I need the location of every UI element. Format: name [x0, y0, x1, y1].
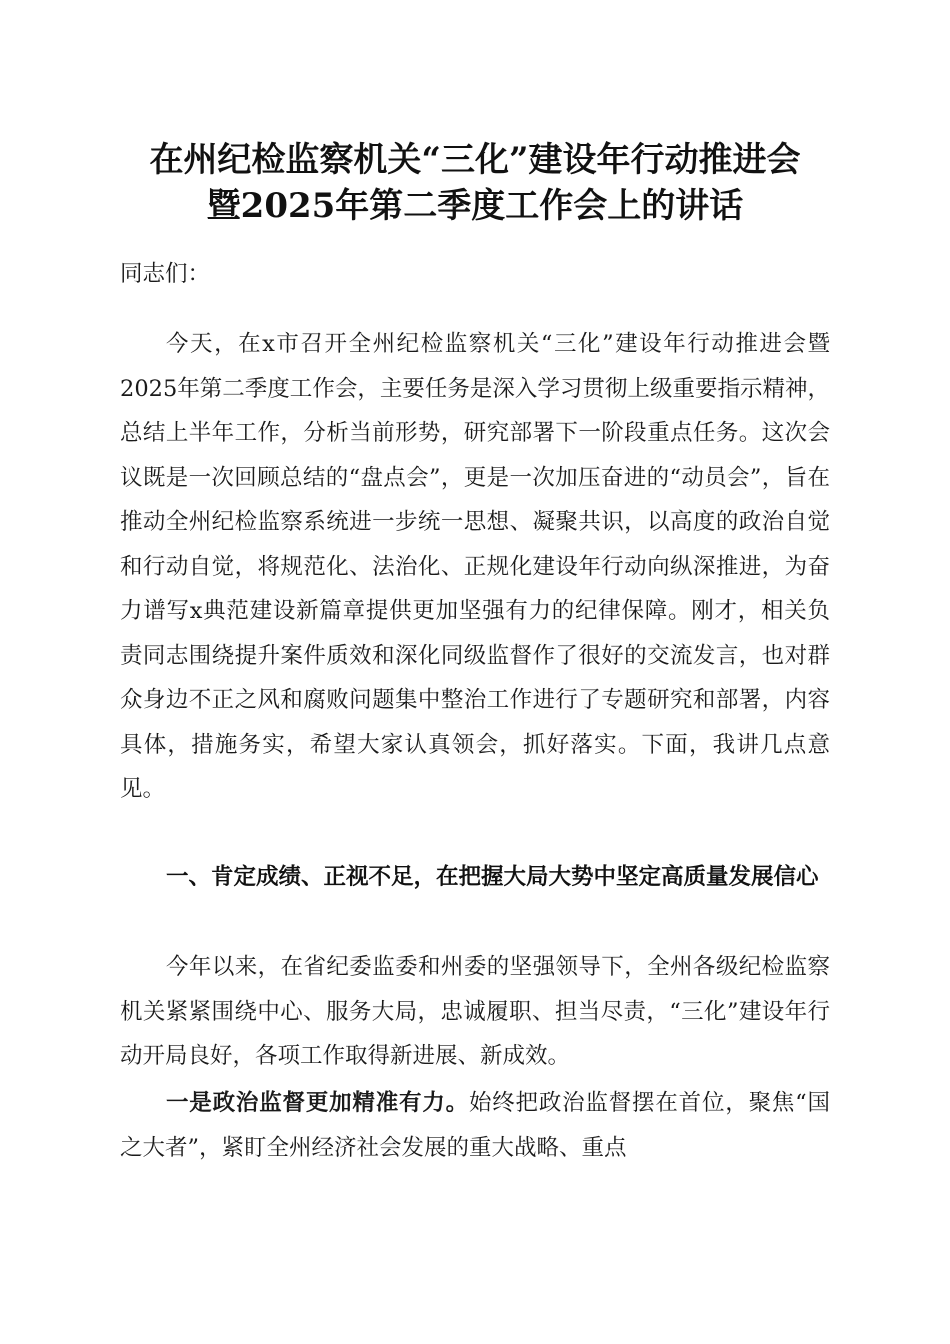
section-heading-1: 一、肯定成绩、正视不足，在把握大局大势中坚定高质量发展信心: [166, 864, 819, 890]
paragraph-political-supervision: [120, 1081, 830, 1170]
paragraph-opening: 今天，在x市召开全州纪检监察机关“三化”建设年行动推进会暨2025年第二季度工作会，主要任务是深入学习贯彻上级重要指示精神，总结上半年工作，分析当前形势，研究部署下一阶段重点任务。这次会议既是一次回顾总结的“盘点会”，更是一次加压奋进的“动员会”，旨在推动全州纪检监察系统进一步统一思想、凝聚共识，以高度的政治自觉和行动自觉，将规范化、法治化、正规化建设年行动向纵深推进，为奋力谱写x典范建设新篇章提供更加坚强有力的纪律保障。刚才，相关负责同志围绕提升案件质效和深化同级监督作了很好的交流发言，也对群众身边不正之风和腐败问题集中整治工作进行了专题研究和部署，内容具体，措施务实，希望大家认真领会，抓好落实。下面，我讲几点意见。: [120, 331, 830, 802]
document-title-line-2: 暨2025年第二季度工作会上的讲话: [206, 186, 744, 226]
salutation: 同志们：: [120, 261, 211, 287]
paragraph-body: 始终把政治监督摆在首位，聚焦“国之大者”，紧盯全州经济社会发展的重大战略、重点: [120, 1090, 830, 1161]
paragraph-achievements-intro: 今年以来，在省纪委监委和州委的坚强领导下，全州各级纪检监察机关紧紧围绕中心、服务大局，忠诚履职、担当尽责，“三化”建设年行动开局良好，各项工作取得新进展、新成效。: [120, 954, 830, 1069]
paragraph-lead-phrase: 一是政治监督更加精准有力。: [166, 1090, 469, 1116]
document-title-line-1: 在州纪检监察机关“三化”建设年行动推进会: [149, 140, 801, 180]
